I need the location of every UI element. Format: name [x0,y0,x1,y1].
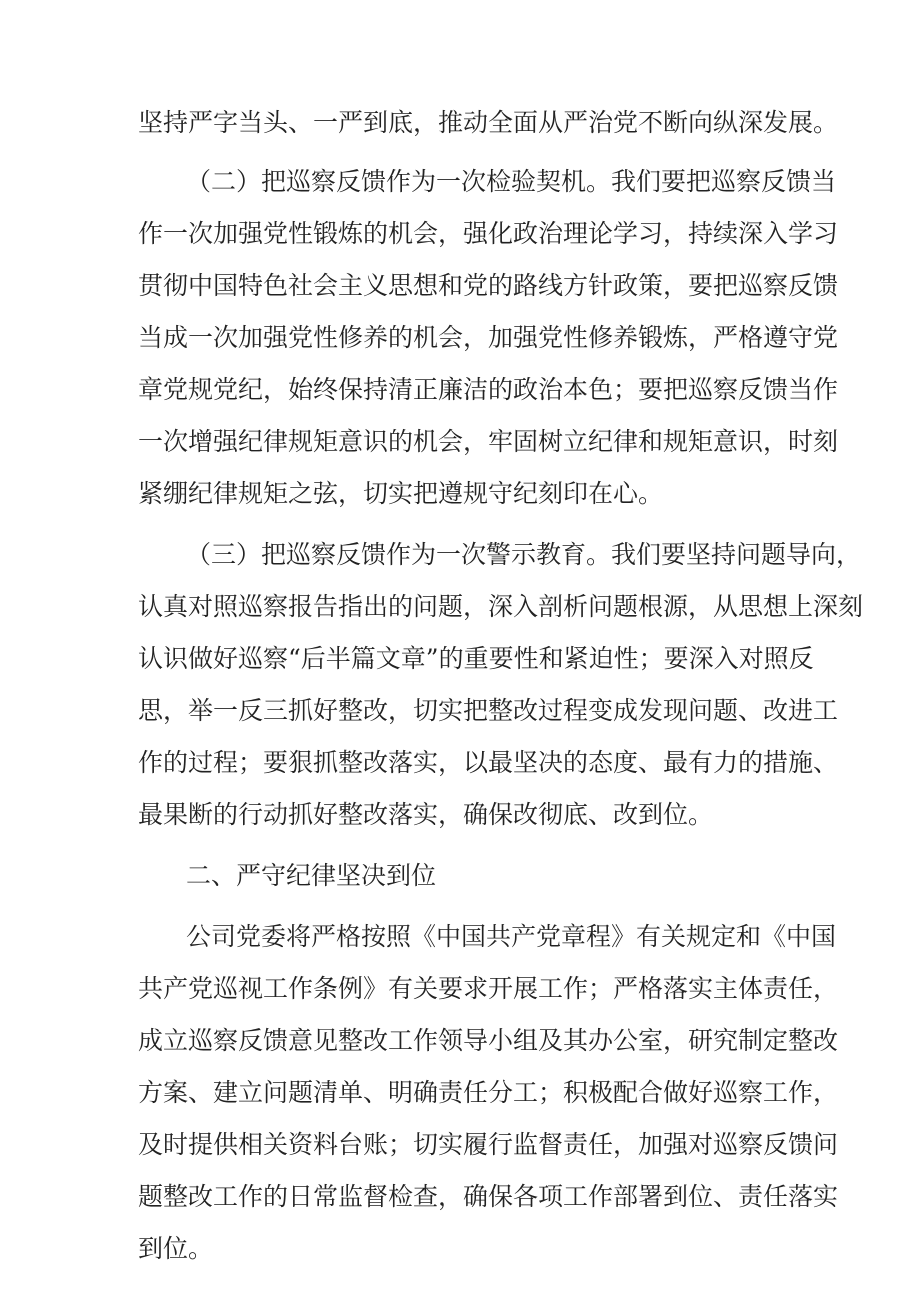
text-line: 紧绷纪律规矩之弦，切实把遵规守纪刻印在心。 [138,479,664,508]
text-line: 作一次加强党性锻炼的机会，强化政治理论学习，持续深入学习 [138,219,839,248]
text-line: 方案、建立问题清单、明确责任分工；积极配合做好巡察工作， [138,1078,839,1107]
text-line: 题整改工作的日常监督检查，确保各项工作部署到位、责任落实 [138,1182,839,1211]
paragraph-heading-line: （三）把巡察反馈作为一次警示教育。我们要坚持问题导向， [186,540,862,569]
paragraph-heading-line: （二）把巡察反馈作为一次检验契机。我们要把巡察反馈当 [186,167,837,196]
text-line: 认真对照巡察报告指出的问题，深入剖析问题根源，从思想上深刻 [138,592,864,621]
text-line: 坚持严字当头、一严到底，推动全面从严治党不断向纵深发展。 [138,108,839,137]
section-heading: 二、严守纪律坚决到位 [186,861,437,890]
text-line: 及时提供相关资料台账；切实履行监督责任，加强对巡察反馈问 [138,1130,839,1159]
text-line: 思，举一反三抓好整改，切实把整改过程变成发现问题、改进工 [138,696,839,725]
text-line: 贯彻中国特色社会主义思想和党的路线方针政策，要把巡察反馈 [138,271,839,300]
text-line: 一次增强纪律规矩意识的机会，牢固树立纪律和规矩意识，时刻 [138,427,839,456]
text-line: 章党规党纪，始终保持清正廉洁的政治本色；要把巡察反馈当作 [138,375,839,404]
text-line: 到位。 [138,1234,214,1263]
text-line: 认识做好巡察“后半篇文章”的重要性和紧迫性；要深入对照反 [138,644,814,673]
text-line: 当成一次加强党性修养的机会，加强党性修养锻炼，严格遵守党 [138,323,839,352]
text-line: 共产党巡视工作条例》有关要求开展工作；严格落实主体责任， [138,974,839,1003]
text-line: 最果断的行动抓好整改落实，确保改彻底、改到位。 [138,800,714,829]
text-line: 作的过程；要狠抓整改落实，以最坚决的态度、最有力的措施、 [138,748,839,777]
text-line: 公司党委将严格按照《中国共产党章程》有关规定和《中国 [186,922,837,951]
text-line: 成立巡察反馈意见整改工作领导小组及其办公室，研究制定整改 [138,1026,839,1055]
